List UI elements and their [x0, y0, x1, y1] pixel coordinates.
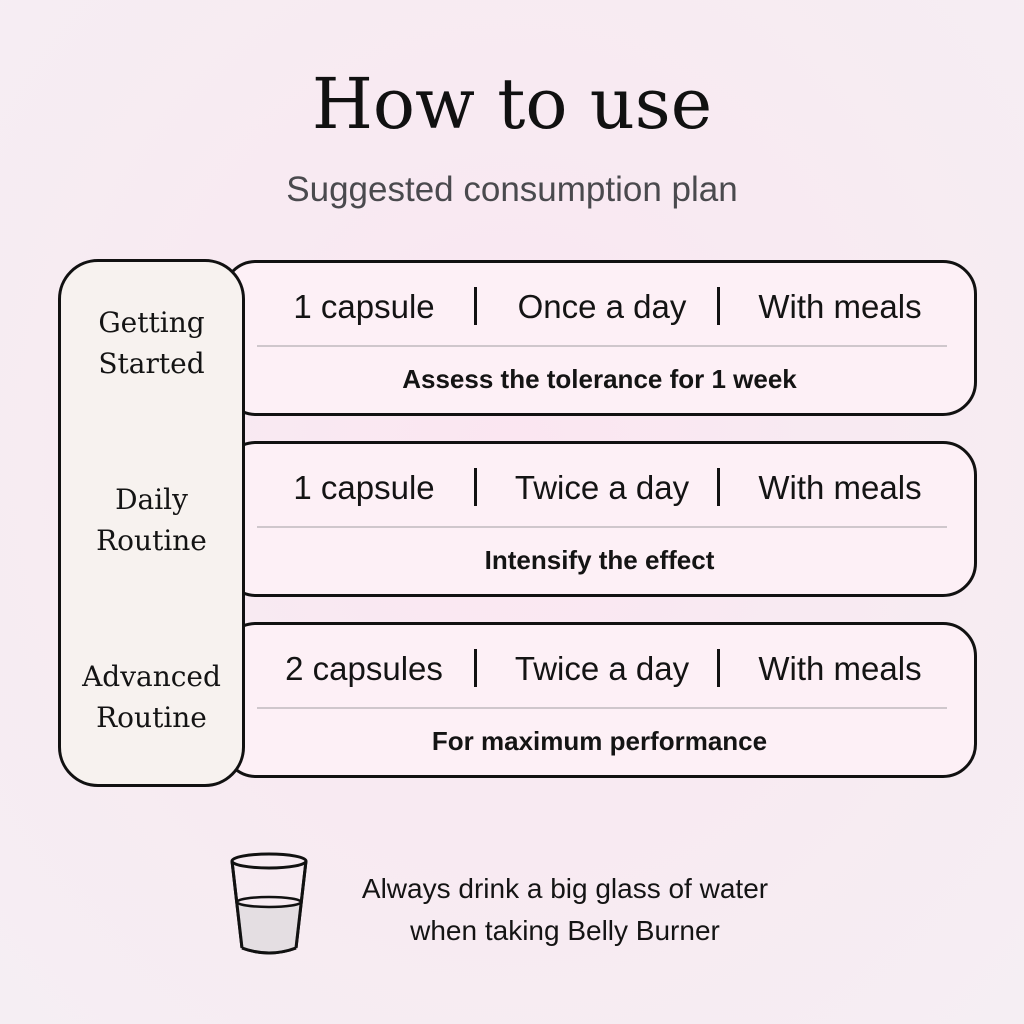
frequency-value: Twice a day — [514, 469, 690, 506]
stage-name-line: Getting — [98, 306, 205, 339]
row-divider — [257, 707, 947, 709]
water-glass-icon — [224, 850, 314, 962]
stage-name-line: Daily — [115, 483, 188, 516]
stage-name-line: Started — [98, 347, 205, 380]
stage-note: Assess the tolerance for 1 week — [402, 364, 797, 394]
column-divider — [474, 287, 477, 325]
column-divider — [717, 649, 720, 687]
plan-row-daily-routine — [222, 441, 977, 597]
timing-value: With meals — [758, 650, 922, 687]
timing-value: With meals — [758, 288, 922, 325]
stage-names-panel — [58, 259, 245, 787]
row-divider — [257, 345, 947, 347]
stage-name-getting-started — [61, 302, 242, 384]
row-divider — [257, 526, 947, 528]
stage-name-advanced-routine — [61, 656, 242, 738]
page-subtitle: Suggested consumption plan — [286, 170, 738, 209]
dose-value: 1 capsule — [293, 288, 435, 325]
plan-row-getting-started — [222, 260, 977, 416]
column-divider — [717, 468, 720, 506]
column-divider — [474, 468, 477, 506]
page-title: How to use — [311, 63, 713, 145]
hydration-note-line: when taking Belly Burner — [410, 915, 720, 946]
stage-note: Intensify the effect — [484, 545, 715, 575]
dose-value: 2 capsules — [285, 650, 443, 687]
frequency-value: Once a day — [517, 288, 687, 325]
column-divider — [717, 287, 720, 325]
stage-name-line: Routine — [96, 701, 207, 734]
timing-value: With meals — [758, 469, 922, 506]
stage-name-daily-routine — [61, 479, 242, 561]
frequency-value: Twice a day — [514, 650, 690, 687]
stage-name-line: Routine — [96, 524, 207, 557]
dose-value: 1 capsule — [293, 469, 435, 506]
column-divider — [474, 649, 477, 687]
hydration-note — [330, 868, 800, 952]
plan-row-advanced-routine — [222, 622, 977, 778]
hydration-note-line: Always drink a big glass of water — [361, 873, 769, 904]
stage-note: For maximum performance — [431, 726, 768, 756]
stage-name-line: Advanced — [82, 660, 221, 693]
